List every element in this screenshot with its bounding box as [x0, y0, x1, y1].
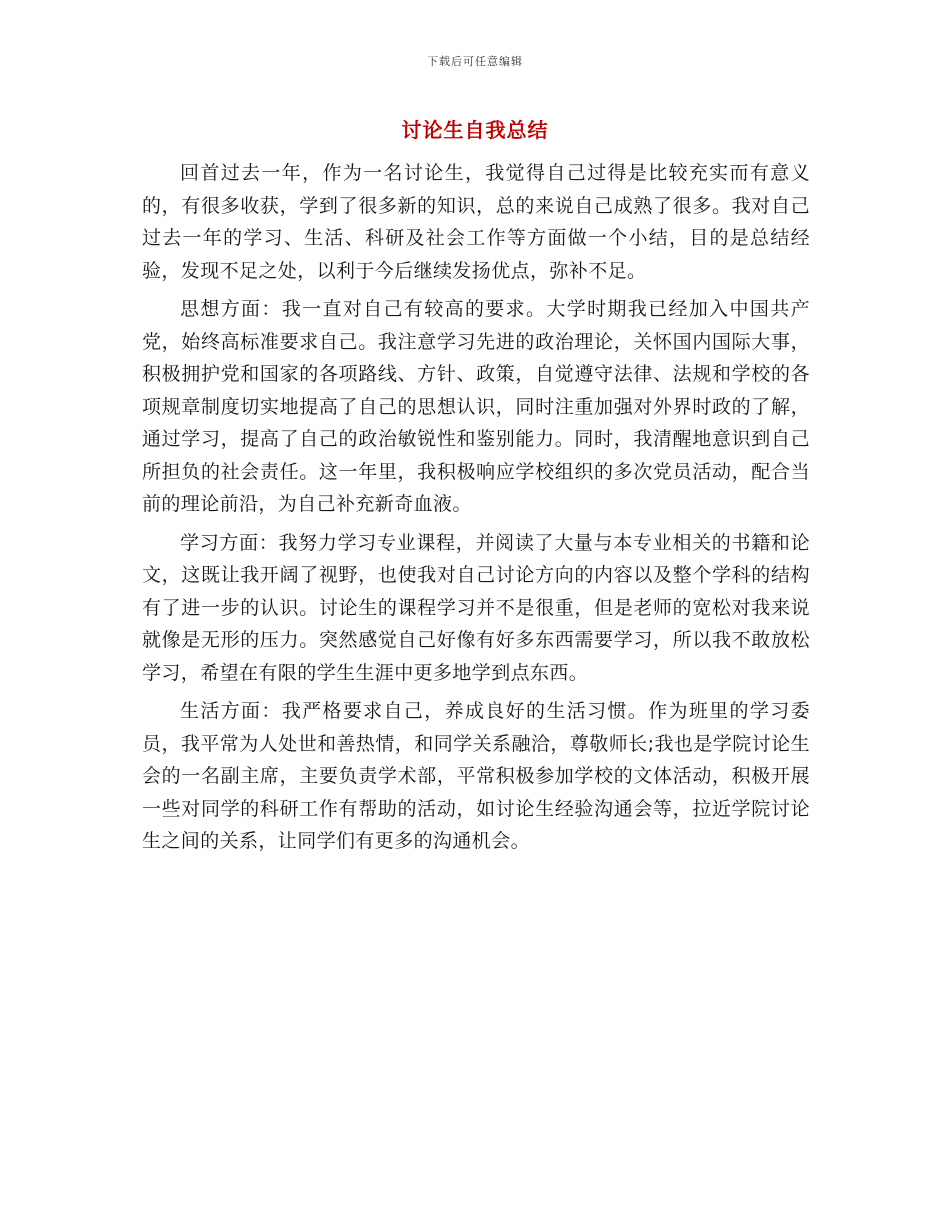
paragraph-life: 生活方面：我严格要求自己，养成良好的生活习惯。作为班里的学习委员，我平常为人处世和善热情，和同学关系融洽，尊敬师长;我也是学院讨论生会的一名副主席，主要负责学术部，平常积极参加学校的文体活动，积极开展一些对同学的科研工作有帮助的活动，如讨论生经验沟通会等，拉近学院讨论生之间的关系，让同学们有更多的沟通机会。	[142, 700, 810, 852]
document-body	[142, 157, 810, 858]
header-note: 下载后可任意编辑	[427, 55, 523, 68]
paragraph-intro: 回首过去一年，作为一名讨论生，我觉得自己过得是比较充实而有意义的，有很多收获，学到了很多新的知识，总的来说自己成熟了很多。我对自己过去一年的学习、生活、科研及社会工作等方面做一个小结，目的是总结经验，发现不足之处，以利于今后继续发扬优点，弥补不足。	[142, 162, 810, 282]
paragraph-ideology: 思想方面：我一直对自己有较高的要求。大学时期我已经加入中国共产党，始终高标准要求自己。我注意学习先进的政治理论，关怀国内国际大事，积极拥护党和国家的各项路线、方针、政策，自觉遵守法律、法规和学校的各项规章制度切实地提高了自己的思想认识，同时注重加强对外界时政的了解，通过学习，提高了自己的政治敏锐性和鉴别能力。同时，我清醒地意识到自己所担负的社会责任。这一年里，我积极响应学校组织的多次党员活动，配合当前的理论前沿，为自己补充新奇血液。	[142, 298, 810, 515]
paragraph-study: 学习方面：我努力学习专业课程，并阅读了大量与本专业相关的书籍和论文，这既让我开阔了视野，也使我对自己讨论方向的内容以及整个学科的结构有了进一步的认识。讨论生的课程学习并不是很重，但是老师的宽松对我来说就像是无形的压力。突然感觉自己好像有好多东西需要学习，所以我不敢放松学习，希望在有限的学生生涯中更多地学到点东西。	[142, 531, 810, 684]
document-title: 讨论生自我总结	[401, 118, 549, 142]
